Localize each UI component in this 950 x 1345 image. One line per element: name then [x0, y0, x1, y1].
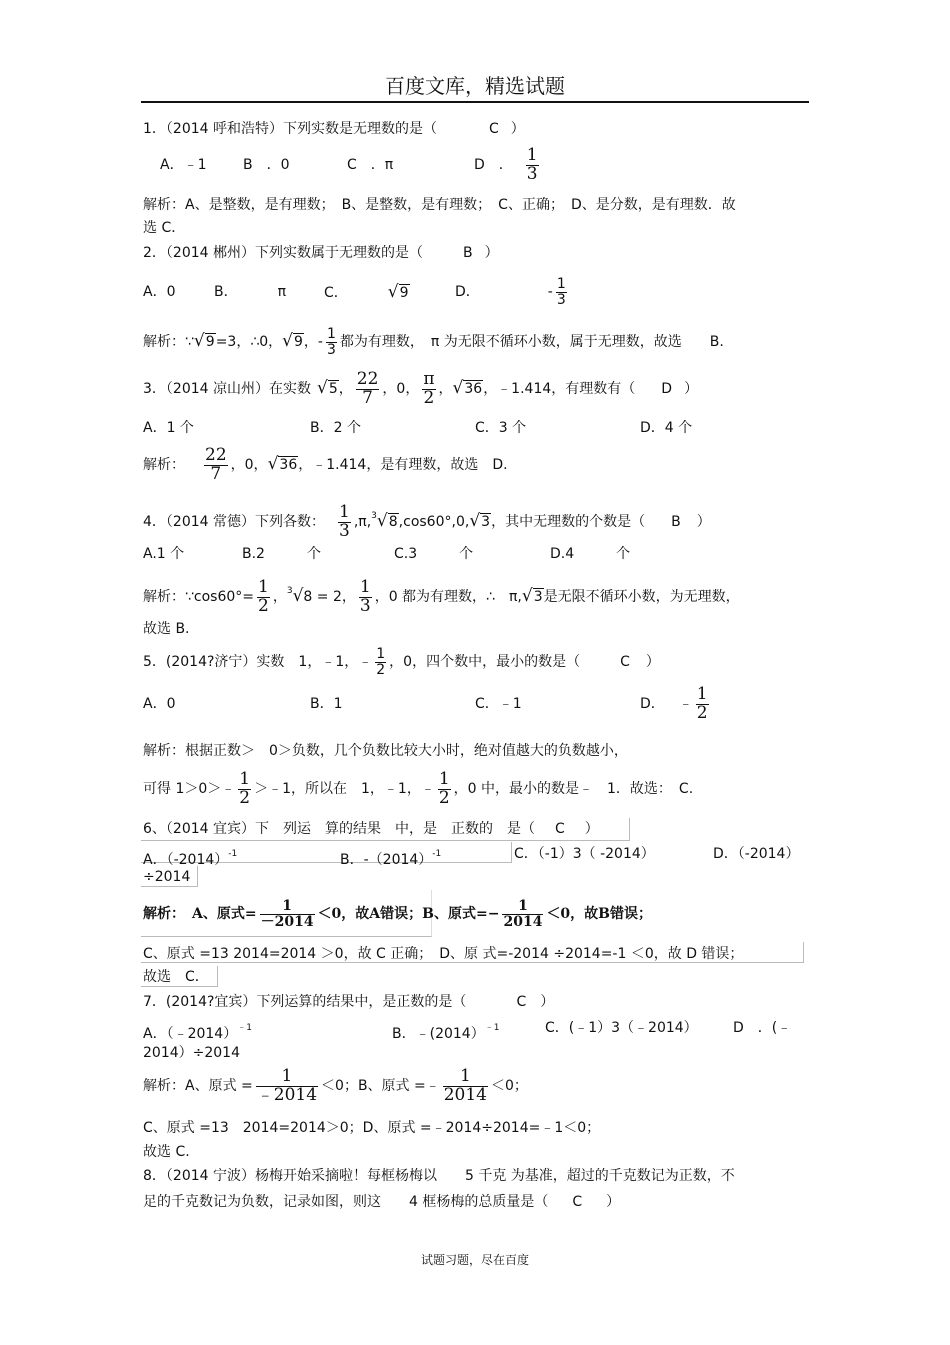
q6-answer: C — [555, 821, 565, 837]
q7-option-d: D ．(﹣ — [733, 1020, 792, 1036]
q7-stem: 7．(2014?宜宾）下列运算的结果中，是正数的是（ C ） — [143, 994, 555, 1010]
q7-solution-line1: 解析：A、原式 = $\frac{1}{﹣2014}$ ＜0；B、原式 =﹣ $\frac{1}{2014}$ ＜0； — [143, 1065, 528, 1105]
page-header-title: 百度文库，精选试题 — [385, 74, 565, 98]
q8-answer: C — [572, 1194, 583, 1210]
q4-solution-line2: 故选 B. — [143, 621, 190, 637]
page-footer: 试题习题，尽在百度 — [420, 1253, 529, 1267]
q4-solution: 解析：∵cos60°= $\frac{1}{2}$ ，$^3$√8 = 2， $\frac{1}{3}$ ，0 都为有理数，∴ π,√3是无限不循环小数，为无理数， — [143, 576, 740, 616]
q1-answer: C — [489, 121, 499, 137]
q3-stem: 3．（2014 凉山州）在实数 √5， $\frac{22}{7}$ ，0， $\frac{\pi}{2}$ ，√36，﹣1.414，有理数有（ D ） — [143, 368, 699, 408]
q7-solution-line2: C、原式 =13 2014=2014＞0；D、原式 =﹣2014÷2014=﹣1＜0； — [143, 1120, 601, 1136]
q5-solution-line2: 可得 1＞0＞﹣ $\frac{1}{2}$ ＞﹣1，所以在 1，﹣1，﹣ $\frac{1}{2}$ ，0 中，最小的数是﹣ 1．故选： C. — [143, 768, 694, 808]
q6-solution-line2: C、原式 =13 2014=2014 ＞0，故 C 正确； D、原 式=-2014 ÷2014=-1 ＜0，故 D 错误； — [143, 946, 744, 962]
q2-answer: B — [463, 245, 473, 261]
q8-line1: 8．（2014 宁波）杨梅开始采摘啦！每框杨梅以 5 千克 为基准，超过的千克数记为正数，不 — [143, 1168, 735, 1184]
q5-option-d: D． ﹣ $\frac{1}{2}$ — [640, 683, 708, 723]
q3-answer: D — [661, 381, 673, 397]
q4-option-d: D.4 个 — [550, 546, 631, 562]
q7-option-a: A．（﹣2014）$^{﹣1}$ — [143, 1023, 252, 1042]
q2-option-d: D． - $\frac{1}{3}$ — [455, 275, 566, 308]
q6-option-d-cont: ÷2014 — [143, 869, 191, 885]
q3-option-b: B．2 个 — [310, 420, 361, 436]
q5-option-b: B．1 — [310, 696, 343, 712]
q5-stem: 5．(2014?济宁）实数 1，﹣1，﹣ $\frac{1}{2}$ ，0，四个数中，最小的数是（ C ） — [143, 645, 660, 678]
q5-solution-line1: 解析：根据正数＞ 0＞负数，几个负数比较大小时，绝对值越大的负数越小， — [143, 743, 628, 759]
q7-solution-line3: 故选 C. — [143, 1144, 190, 1160]
q8-line2: 足的千克数记为负数，记录如图，则这 4 框杨梅的总质量是（ C ） — [143, 1194, 621, 1210]
q1-option-d: D ． $\frac{1}{3}$ — [474, 144, 538, 184]
q6-option-a: A．$(-2014)^{-1}$ — [143, 849, 238, 868]
q1-option-a: A．﹣1 — [160, 157, 207, 173]
q2-solution: 解析：∵√9=3，∴0，√9，- $\frac{1}{3}$ 都为有理数， π 为无限不循环小数，属于无理数，故选 B. — [143, 325, 724, 358]
q3-option-d: D．4 个 — [640, 420, 693, 436]
q4-option-c: C.3 个 — [394, 546, 474, 562]
q1-option-b: B ．0 — [243, 157, 290, 173]
q5-option-c: C．﹣1 — [475, 696, 522, 712]
q2-option-c: C． √9 — [324, 282, 409, 302]
q2-option-b: B． π — [214, 284, 287, 300]
q1-option-c: C ．π — [347, 157, 394, 173]
q4-stem: 4．（2014 常德）下列各数： $\frac{1}{3}$ ,π,$^3$√8,cos60°,0,√3，其中无理数的个数是（ B ） — [143, 501, 711, 541]
q6-solution-line1: 解析： A、原式= $\frac{1}{-2014}$ ＜0，故A错误；B、原式=− $\frac{1}{2014}$ ＜0，故B错误； — [143, 897, 653, 930]
q7-option-b: B．﹣(2014）$^{﹣1}$ — [392, 1023, 500, 1042]
q2-option-a: A．0 — [143, 284, 176, 300]
q4-option-b: B.2 个 — [242, 546, 321, 562]
q6-option-d: D．（-2014） — [713, 846, 800, 862]
q5-answer: C — [620, 654, 630, 670]
q6-stem: 6、（2014 宜宾）下 列运 算的结果 中，是 正数的 是（ C ） — [143, 821, 599, 837]
q2-stem: 2．（2014 郴州）下列实数属于无理数的是（ B ） — [143, 245, 499, 261]
q3-option-a: A．1 个 — [143, 420, 194, 436]
q3-solution: 解析： $\frac{22}{7}$ ，0，√36，﹣1.414，是有理数，故选 D. — [143, 444, 508, 484]
q7-answer: C — [516, 994, 527, 1010]
q3-option-c: C．3 个 — [475, 420, 527, 436]
q5-option-a: A．0 — [143, 696, 176, 712]
q1-solution-line2: 选 C． — [143, 220, 186, 236]
q7-option-c: C．(﹣1）3（﹣2014） — [545, 1020, 698, 1036]
q6-option-c: C．（-1）3（ -2014） — [514, 846, 655, 862]
q7-option-d-cont: 2014）÷2014 — [143, 1045, 240, 1061]
q4-option-a: A.1 个 — [143, 546, 185, 562]
q4-answer: B — [671, 514, 681, 530]
q1-stem: 1．（2014 呼和浩特）下列实数是无理数的是（ C ） — [143, 121, 525, 137]
header-rule — [141, 101, 809, 103]
q1-solution-line1: 解析：A、是整数，是有理数； B、是整数，是有理数； C、正确； D、是分数，是有理数．故 — [143, 197, 736, 213]
q6-solution-line3: 故选 C． — [143, 969, 209, 985]
q6-option-b: B．$-(2014)^{-1}$ — [340, 849, 442, 868]
